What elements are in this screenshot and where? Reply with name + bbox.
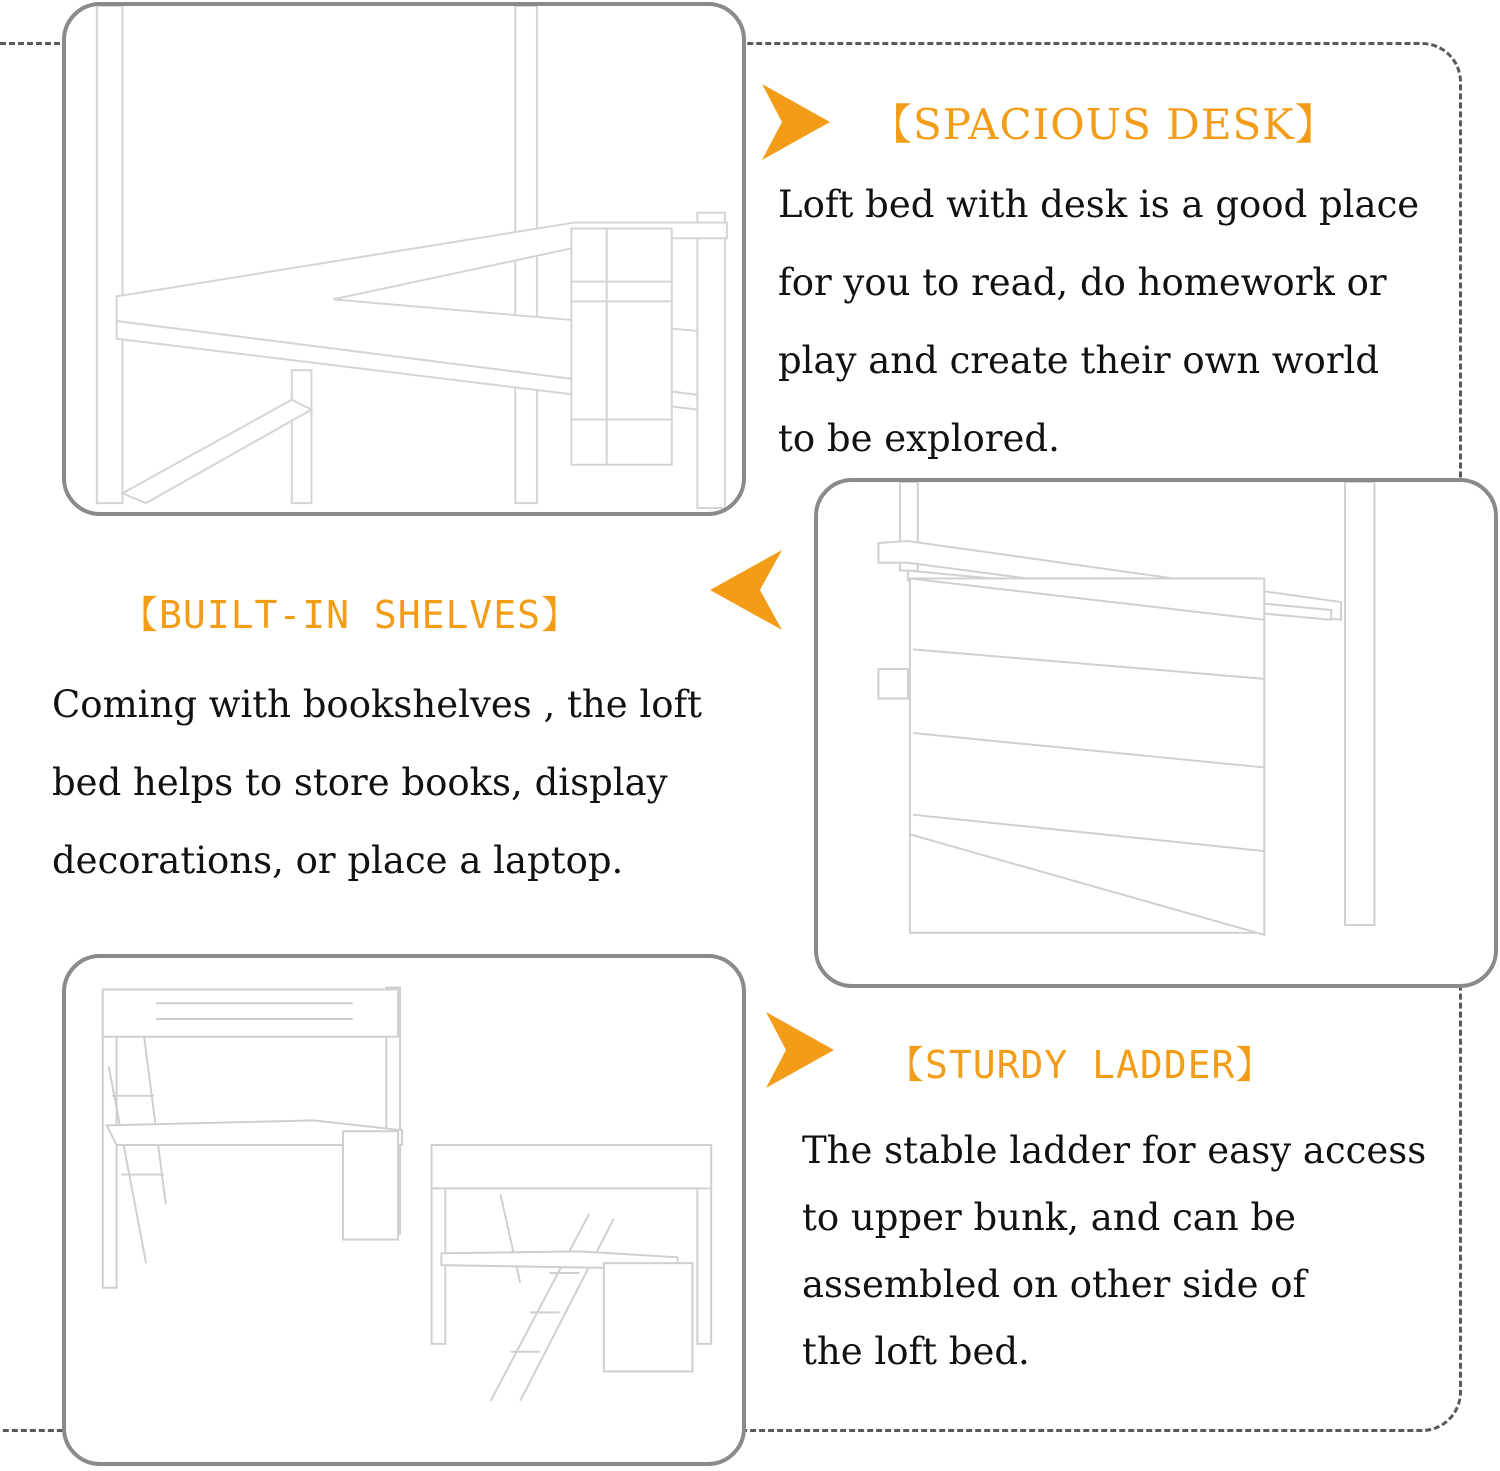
text-line: play and create their own world xyxy=(778,339,1380,382)
text-line: Loft bed with desk is a good place xyxy=(778,183,1420,226)
shelves-illustration xyxy=(818,482,1494,984)
text-line: to upper bunk, and can be xyxy=(802,1196,1297,1239)
text-line: the loft bed. xyxy=(802,1330,1030,1373)
text-line: bed helps to store books, display xyxy=(52,761,668,804)
triangle-right-icon xyxy=(766,1012,836,1088)
desk-illustration xyxy=(66,6,742,512)
spacious-desk-text xyxy=(778,166,1419,478)
desk-photo xyxy=(62,2,746,516)
text-line: for you to read, do homework or xyxy=(778,261,1387,304)
sturdy-ladder-heading: 【STURDY LADDER】 xyxy=(886,1043,1275,1087)
text-line: decorations, or place a laptop. xyxy=(52,839,624,882)
built-in-shelves-heading: 【BUILT-IN SHELVES】 xyxy=(120,593,581,637)
text-line: assembled on other side of xyxy=(802,1263,1307,1306)
loft-beds-photo xyxy=(62,954,746,1466)
triangle-left-icon xyxy=(710,550,782,630)
sturdy-ladder-text xyxy=(802,1117,1426,1385)
text-line: Coming with bookshelves , the loft xyxy=(52,683,703,726)
shelves-photo xyxy=(814,478,1498,988)
built-in-shelves-text xyxy=(52,666,702,900)
text-line: The stable ladder for easy access xyxy=(802,1129,1427,1172)
triangle-right-icon xyxy=(762,84,832,160)
loft-beds-illustration xyxy=(66,958,742,1462)
spacious-desk-heading: 【SPACIOUS DESK】 xyxy=(870,100,1338,149)
text-line: to be explored. xyxy=(778,417,1060,460)
